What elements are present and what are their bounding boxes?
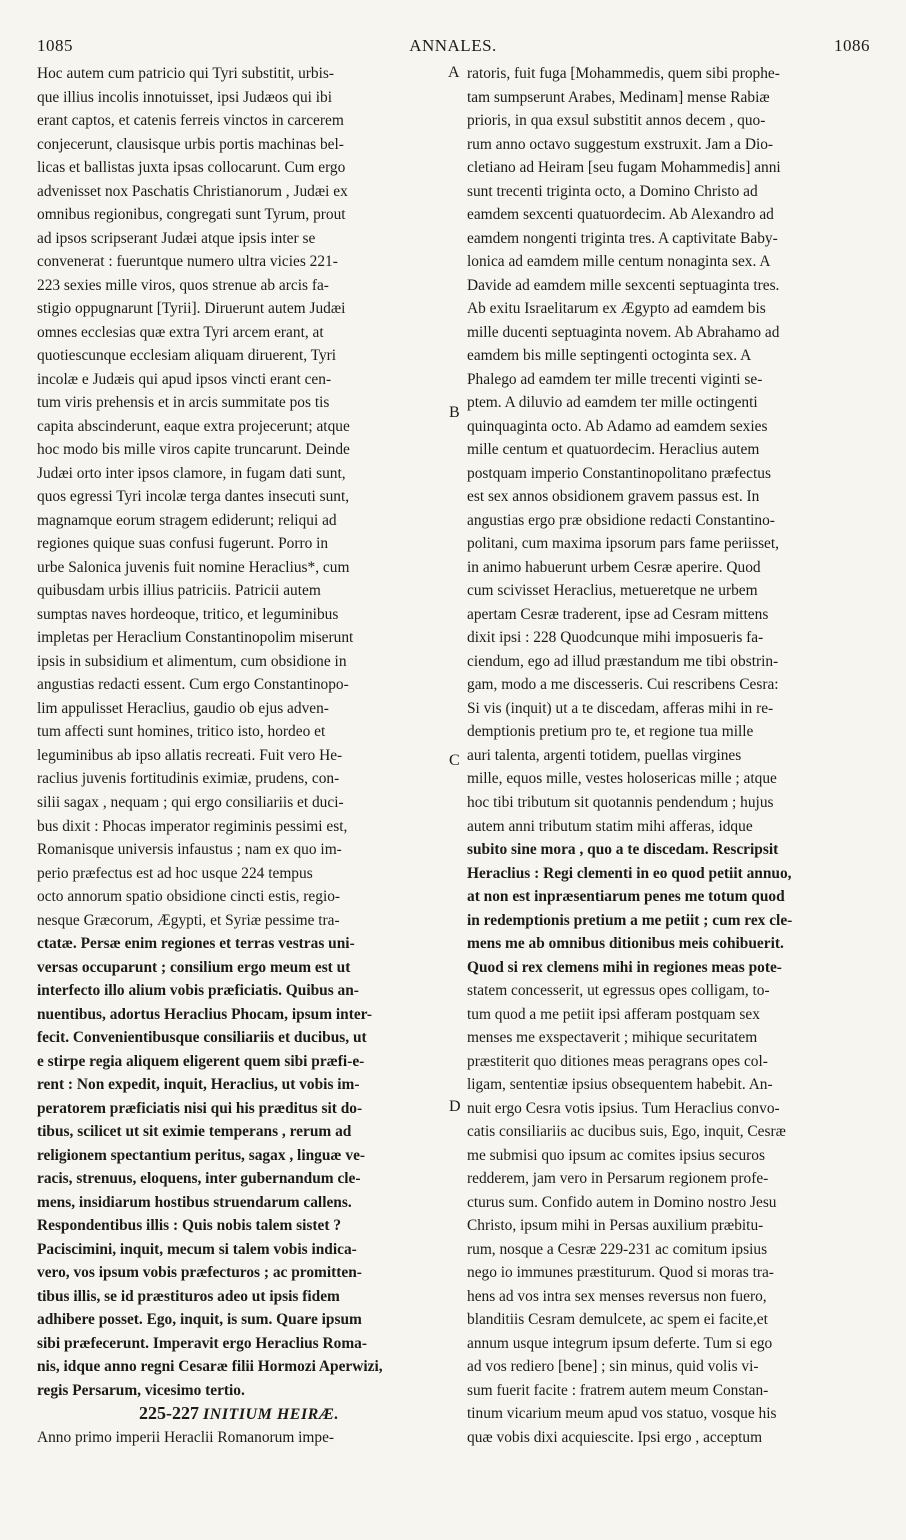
text-line: nuit ergo Cesra votis ipsius. Tum Heraclius convo- [467, 1099, 780, 1117]
text-line: tibus illis, se id præstituros adeo ut ipsis fidem [37, 1287, 340, 1305]
text-line: nesque Græcorum, Ægypti, et Syriæ pessime tra- [37, 911, 340, 929]
text-line: lonica ad eamdem mille centum nonaginta sex. A [467, 253, 771, 271]
text-line: Anno primo imperii Heraclii Romanorum impe- [37, 1428, 335, 1446]
running-header [0, 36, 906, 60]
text-line: rum, nosque a Cesræ 229-231 ac comitum ipsius [467, 1240, 768, 1258]
text-line: nego io immunes præstiturum. Quod si moras tra- [467, 1264, 774, 1282]
text-line: hoc tibi tributum sit quotannis pendendum ; hujus [467, 793, 774, 811]
text-line: nuentibus, adortus Heraclius Phocam, ipsum inter- [37, 1005, 373, 1023]
text-line: cletiano ad Heiram [seu fugam Mohammedis] anni [467, 159, 781, 177]
text-line: sibi præfecerunt. Imperavit ergo Heraclius Roma- [37, 1334, 367, 1352]
text-line: me submisi quo ipsum ac comites ipsius securos [467, 1146, 765, 1164]
text-line: hens ad vos intra sex menses reversus non fuero, [467, 1287, 767, 1305]
text-line: ratoris, fuit fuga [Mohammedis, quem sibi prophe- [467, 65, 780, 82]
text-line: Paciscimini, inquit, mecum si talem vobis indica- [37, 1240, 357, 1258]
text-line: Davide ad eamdem mille sexcenti septuaginta tres. [467, 276, 780, 294]
text-line: prioris, in qua exsul substitit annos decem , quo- [467, 112, 766, 130]
text-line: quotiescunque ecclesiam aliquam diruerent, Tyri [37, 347, 337, 365]
text-line: e stirpe regia aliquem eligerent quem sibi præfi-e- [37, 1052, 365, 1070]
text-line: quæ vobis dixi acquiescite. Ipsi ergo , acceptum [467, 1428, 763, 1446]
text-line: cum scivisset Heraclius, metueretque ne urbem [467, 582, 758, 600]
text-line: menses me exspectaverit ; mihique securitatem [467, 1029, 758, 1047]
text-line: tinum vicarium meum apud vos statuo, vosque his [467, 1405, 777, 1423]
text-line: catis consiliariis ac ducibus suis, Ego, inquit, Cesræ [467, 1123, 786, 1141]
text-line: blanditiis Cesram demulcete, ac spem ei facite,et [467, 1311, 768, 1329]
text-line: regis Persarum, vicesimo tertio. [37, 1381, 245, 1399]
text-line: incolæ e Judæis qui apud ipsos vincti erant cen- [37, 370, 332, 388]
text-line: ipsis in subsidium et alimentum, cum obsidione in [37, 652, 347, 670]
text-line: politani, cum maxima ipsorum pars fame periisset, [467, 535, 780, 553]
text-line: magnamque eorum stragem ediderunt; reliqui ad [37, 511, 337, 529]
text-line: omnibus regionibus, congregati sunt Tyrum, prout [37, 206, 346, 224]
text-line: statem concesserit, ut egressus opes colligam, to- [467, 982, 770, 1000]
text-line: mille centum et quatuordecim. Heraclius autem [467, 441, 760, 459]
text-line: gam, modo a me discesseris. Cui rescribens Cesra: [467, 676, 779, 694]
text-line: cturus sum. Confido autem in Domino nostro Jesu [467, 1193, 777, 1211]
margin-marker-a: A [448, 64, 460, 81]
text-line: sumptas naves hordeoque, tritico, et leguminibus [37, 605, 339, 623]
text-line: raclius juvenis fortitudinis eximiæ, prudens, con- [37, 770, 340, 788]
text-line: Judæi orto inter ipsos clamore, in fugam dati sunt, [37, 464, 346, 482]
text-line: sum fuerit facite : fratrem autem meum Constan- [467, 1381, 769, 1399]
text-line: Quod si rex clemens mihi in regiones meas pote- [467, 958, 782, 976]
text-line: Ab exitu Israelitarum ex Ægypto ad eamdem bis [467, 300, 766, 318]
section-heading [37, 1402, 441, 1426]
text-line: mille ducenti septuaginta novem. Ab Abrahamo ad [467, 323, 780, 341]
left-text-column [37, 62, 441, 1449]
text-line: sunt trecenti triginta octo, a Domino Christo ad [467, 182, 758, 200]
section-number: 225-227 [139, 1403, 200, 1424]
text-line: est sex annos obsidionem gravem passus est. In [467, 488, 760, 506]
text-line: Christo, ipsum mihi in Persas auxilium præbitu- [467, 1217, 764, 1235]
right-text-column [467, 62, 869, 1449]
text-line: tibus, scilicet ut sit eximie temperans , rerum ad [37, 1123, 352, 1141]
margin-marker-b: B [449, 404, 460, 421]
text-line: apertam Cesræ traderent, ipse ad Cesram mittens [467, 605, 769, 623]
text-line: vero, vos ipsum vobis præfecturos ; ac promitten- [37, 1264, 362, 1282]
text-line: fecit. Convenientibusque consiliariis et ducibus, ut [37, 1029, 367, 1047]
text-line: postquam imperio Constantinopolitano præfectus [467, 464, 771, 482]
text-line: quos egressi Tyri incolæ terga dantes insecuti sunt, [37, 488, 350, 506]
text-line: interfecto illo alium vobis præficiatis. Quibus an- [37, 982, 359, 1000]
margin-marker-c: C [449, 752, 460, 769]
text-line: ligam, sententiæ ipsius obsequentem habebit. An- [467, 1076, 773, 1094]
text-line: bus dixit : Phocas imperator regiminis pessimi est, [37, 817, 348, 835]
text-line: tum viris prehensis et in arcis summitate pos tis [37, 394, 330, 412]
text-line: silii sagax , nequam ; qui ergo consiliariis et duci- [37, 793, 344, 811]
text-line: Si vis (inquit) ut a te discedam, afferas mihi in re- [467, 699, 774, 717]
text-line: regiones quique suas confusi fugerunt. Porro in [37, 535, 329, 553]
text-line: angustias ergo præ obsidione redacti Constantino- [467, 511, 775, 529]
text-line: ciendum, ego ad illud præstandum me tibi obstrin- [467, 652, 779, 670]
text-line: que illius incolis innotuisset, ipsi Judæos qui ibi [37, 88, 333, 106]
text-line: quibusdam urbis illius patriciis. Patricii autem [37, 582, 321, 600]
text-line: mille, equos mille, vestes holosericas mille ; atque [467, 770, 777, 788]
text-line: stigio oppugnarunt [Tyrii]. Diruerunt autem Judæi [37, 300, 346, 318]
text-line: tum affecti sunt homines, tritico isto, hordeo et [37, 723, 326, 741]
text-line: lim appulisset Heraclius, gaudio ob ejus adven- [37, 699, 329, 717]
text-line: hoc modo bis mille viros capite truncarunt. Deinde [37, 441, 350, 459]
text-line: Hoc autem cum patricio qui Tyri substitit, urbis- [37, 65, 334, 82]
text-line: demptionis pretium pro te, et regione tua mille [467, 723, 754, 741]
text-line: Phalego ad eamdem ter mille trecenti viginti se- [467, 370, 763, 388]
text-line: Romanisque universis infaustus ; nam ex quo im- [37, 841, 342, 859]
text-line: quinquaginta octo. Ab Adamo ad eamdem sexies [467, 417, 768, 435]
text-line: impletas per Heraclium Constantinopolim miserunt [37, 629, 354, 647]
text-line: licas et ballistas juxta ipsas collocarunt. Cum ergo [37, 159, 346, 177]
text-line: erant captos, et catenis ferreis vinctos in carcerem [37, 112, 344, 130]
text-line: convenerat : fueruntque numero ultra vicies 221- [37, 253, 338, 271]
page-number-left: 1085 [37, 36, 73, 55]
text-line: autem anni tributum statim mihi afferas, idque [467, 817, 753, 835]
text-line: at non est inpræsentiarum penes me totum quod [467, 888, 785, 906]
text-line: peratorem præficiatis nisi qui his præditus sit do- [37, 1099, 363, 1117]
margin-marker-d: D [449, 1098, 461, 1115]
text-line: eamdem sexcenti quatuordecim. Ab Alexandro ad [467, 206, 774, 224]
text-line: nis, idque anno regni Cesaræ filii Hormozi Aperwizi, [37, 1358, 383, 1376]
text-line: rent : Non expedit, inquit, Heraclius, ut vobis im- [37, 1076, 360, 1094]
text-line: versas occuparunt ; consilium ergo meum est ut [37, 958, 351, 976]
text-line: redderem, jam vero in Persarum regionem profe- [467, 1170, 769, 1188]
text-line: eamdem nongenti triginta tres. A captivitate Baby- [467, 229, 778, 247]
text-line: mens me ab omnibus ditionibus meis cohibuerit. [467, 935, 784, 953]
text-line: annum usque integrum ipsum deferte. Tum si ego [467, 1334, 773, 1352]
text-line: dixit ipsi : 228 Quodcunque mihi imposueris fa- [467, 629, 764, 647]
text-line: in redemptionis pretium a me petiit ; cum rex cle- [467, 911, 793, 929]
text-line: præstiterit quo ditiones meas peragrans opes col- [467, 1052, 768, 1070]
text-line: auri talenta, argenti totidem, puellas virgines [467, 746, 742, 764]
text-line: omnes ecclesias quæ extra Tyri arcem erant, at [37, 323, 324, 341]
text-line: tum quod a me petiit ipsi afferam postquam sex [467, 1005, 760, 1023]
text-line: perio præfectus est ad hoc usque 224 tempus [37, 864, 313, 882]
text-line: mens, insidiarum hostibus struendarum callens. [37, 1193, 352, 1211]
text-line: adhibere posset. Ego, inquit, is sum. Quare ipsum [37, 1311, 362, 1329]
text-line: ptem. A diluvio ad eamdem ter mille octingenti [467, 394, 758, 412]
text-line: religionem spectantium peritus, sagax , linguæ ve- [37, 1146, 366, 1164]
running-title: ANNALES. [409, 36, 497, 55]
text-line: angustias redacti essent. Cum ergo Constantinopo- [37, 676, 349, 694]
text-line: 223 sexies mille viros, quos strenue ab arcis fa- [37, 276, 329, 294]
text-line: leguminibus ab ipso allatis recreati. Fuit vero He- [37, 746, 343, 764]
text-line: eamdem bis mille septingenti octoginta sex. A [467, 347, 752, 365]
text-line: Respondentibus illis : Quis nobis talem sistet ? [37, 1217, 342, 1235]
text-line: Heraclius : Regi clementi in eo quod petiit annuo, [467, 864, 792, 882]
text-line: capita abscinderunt, eaque extra projecerunt; atque [37, 417, 350, 435]
text-line: in animo habuerunt urbem Cesræ aperire. Quod [467, 558, 761, 576]
text-line: conjecerunt, clausisque urbis portis machinas bel- [37, 135, 344, 153]
text-line: urbe Salonica juvenis fuit nomine Heraclius*, cum [37, 558, 350, 576]
page-number-right: 1086 [834, 36, 870, 55]
text-line: tam sumpserunt Arabes, Medinam] mense Rabiæ [467, 88, 770, 106]
section-title: INITIUM HEIRÆ. [203, 1406, 339, 1424]
text-line: advenisset nox Paschatis Christianorum , Judæi ex [37, 182, 348, 200]
text-line: ad vos rediero [bene] ; sin minus, quid volis vi- [467, 1358, 759, 1376]
text-line: ad ipsos scripserant Judæi atque ipsis inter se [37, 229, 316, 247]
text-line: octo annorum spatio obsidione cincti estis, regio- [37, 888, 341, 906]
text-line: subito sine mora , quo a te discedam. Rescripsit [467, 841, 779, 859]
text-line: ctatæ. Persæ enim regiones et terras vestras uni- [37, 935, 355, 953]
text-line: racis, strenuus, eloquens, inter gubernandum cle- [37, 1170, 361, 1188]
text-line: rum anno octavo suggestum exstruxit. Jam a Dio- [467, 135, 774, 153]
